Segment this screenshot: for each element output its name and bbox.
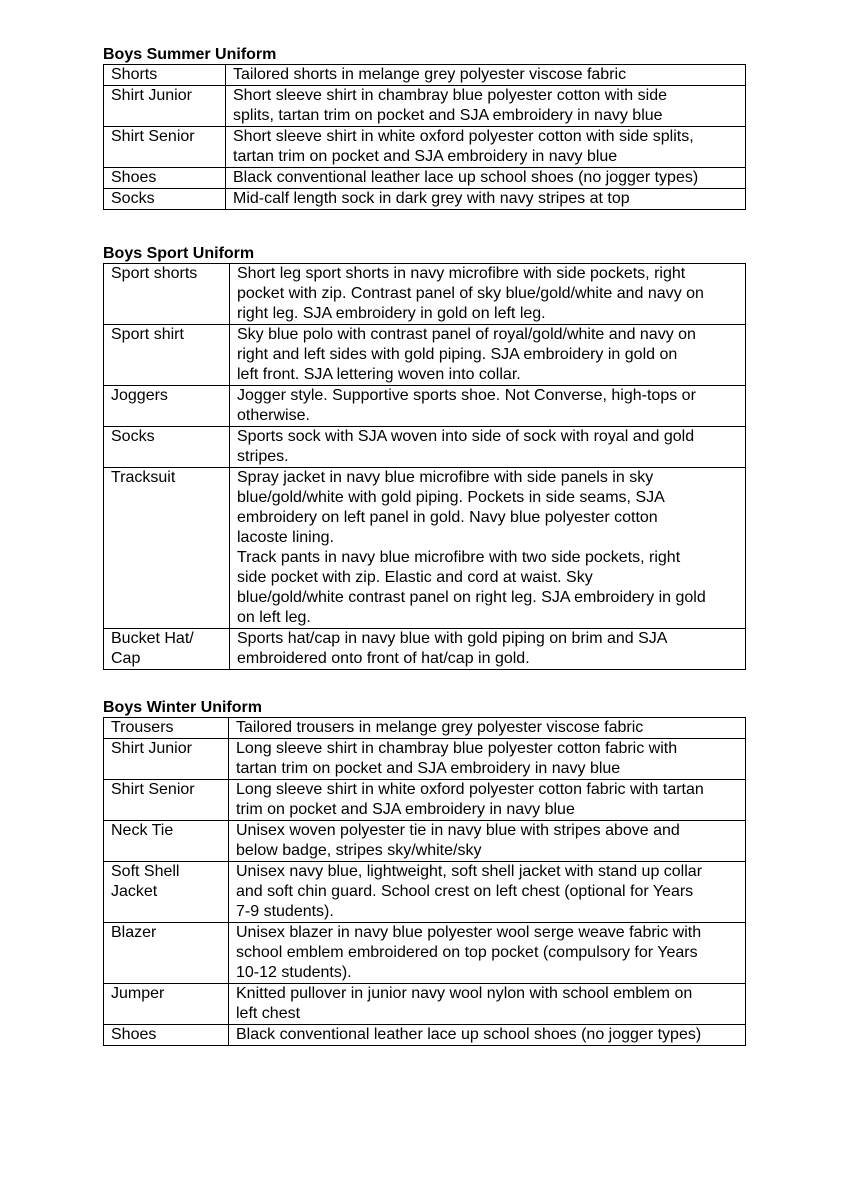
item-cell: Jumper [104,984,229,1025]
table-row [104,718,746,739]
table-row [104,739,746,780]
item-cell: Trousers [104,718,229,739]
item-cell: Socks [104,427,230,468]
description-cell: Unisex blazer in navy blue polyester wool serge weave fabric with school emblem embroidered on top pocket (compulsory for Years 10-12 students). [229,923,746,984]
description-cell: Unisex navy blue, lightweight, soft shell jacket with stand up collar and soft chin guard. School crest on left chest (optional for Years 7-9 students). [229,862,746,923]
table-row [104,468,746,629]
table-row [104,427,746,468]
table-row [104,923,746,984]
description-cell: Sports sock with SJA woven into side of sock with royal and gold stripes. [230,427,746,468]
sport-uniform-section [103,245,746,670]
item-cell: Sport shorts [104,264,230,325]
table-row [104,168,746,189]
winter-uniform-title: Boys Winter Uniform [103,699,262,716]
table-row [104,264,746,325]
description-cell: Short sleeve shirt in chambray blue polyester cotton with side splits, tartan trim on pocket and SJA embroidery in navy blue [226,86,746,127]
description-cell: Short sleeve shirt in white oxford polyester cotton with side splits, tartan trim on pocket and SJA embroidery in navy blue [226,127,746,168]
summer-uniform-section [103,46,746,210]
description-cell: Mid-calf length sock in dark grey with navy stripes at top [226,189,746,210]
item-cell: Shorts [104,65,226,86]
item-cell: Blazer [104,923,229,984]
item-cell: Tracksuit [104,468,230,629]
winter-uniform-section [103,699,746,1046]
sport-uniform-table [103,263,746,670]
table-row [104,386,746,427]
table-row [104,629,746,670]
item-cell: Shoes [104,168,226,189]
description-cell: Tailored trousers in melange grey polyester viscose fabric [229,718,746,739]
item-cell: Bucket Hat/ Cap [104,629,230,670]
description-cell: Black conventional leather lace up school shoes (no jogger types) [229,1025,746,1046]
description-cell: Short leg sport shorts in navy microfibre with side pockets, right pocket with zip. Contrast panel of sky blue/gold/white and navy on right leg. SJA embroidery in gold on left leg. [230,264,746,325]
table-row [104,862,746,923]
table-row [104,65,746,86]
table-row [104,1025,746,1046]
description-cell: Sports hat/cap in navy blue with gold piping on brim and SJA embroidered onto front of hat/cap in gold. [230,629,746,670]
sport-uniform-title: Boys Sport Uniform [103,245,255,262]
table-row [104,86,746,127]
table-row [104,127,746,168]
table-row [104,984,746,1025]
item-cell: Shoes [104,1025,229,1046]
item-cell: Shirt Senior [104,780,229,821]
item-cell: Neck Tie [104,821,229,862]
description-cell: Black conventional leather lace up school shoes (no jogger types) [226,168,746,189]
description-cell: Unisex woven polyester tie in navy blue with stripes above and below badge, stripes sky/white/sky [229,821,746,862]
table-row [104,780,746,821]
item-cell: Soft Shell Jacket [104,862,229,923]
winter-uniform-table [103,717,746,1046]
item-cell: Shirt Junior [104,739,229,780]
description-cell: Long sleeve shirt in white oxford polyester cotton fabric with tartan trim on pocket and SJA embroidery in navy blue [229,780,746,821]
description-cell: Knitted pullover in junior navy wool nylon with school emblem on left chest [229,984,746,1025]
item-cell: Shirt Senior [104,127,226,168]
table-row [104,325,746,386]
summer-uniform-table [103,64,746,210]
item-cell: Sport shirt [104,325,230,386]
table-row [104,189,746,210]
item-cell: Joggers [104,386,230,427]
description-cell: Jogger style. Supportive sports shoe. Not Converse, high-tops or otherwise. [230,386,746,427]
summer-uniform-title: Boys Summer Uniform [103,46,277,63]
description-cell: Sky blue polo with contrast panel of royal/gold/white and navy on right and left sides with gold piping. SJA embroidery in gold on left front. SJA lettering woven into collar. [230,325,746,386]
description-cell: Spray jacket in navy blue microfibre with side panels in sky blue/gold/white with gold piping. Pockets in side seams, SJA embroidery on left panel in gold. Navy blue polyester cotton lacoste lining. Track pants in navy blue microfibre with two side pockets, right side pocket with zip. Elastic and cord at waist. Sky blue/gold/white contrast panel on right leg. SJA embroidery in gold on left leg. [230,468,746,629]
description-cell: Long sleeve shirt in chambray blue polyester cotton fabric with tartan trim on pocket and SJA embroidery in navy blue [229,739,746,780]
description-cell: Tailored shorts in melange grey polyester viscose fabric [226,65,746,86]
table-row [104,821,746,862]
item-cell: Socks [104,189,226,210]
item-cell: Shirt Junior [104,86,226,127]
